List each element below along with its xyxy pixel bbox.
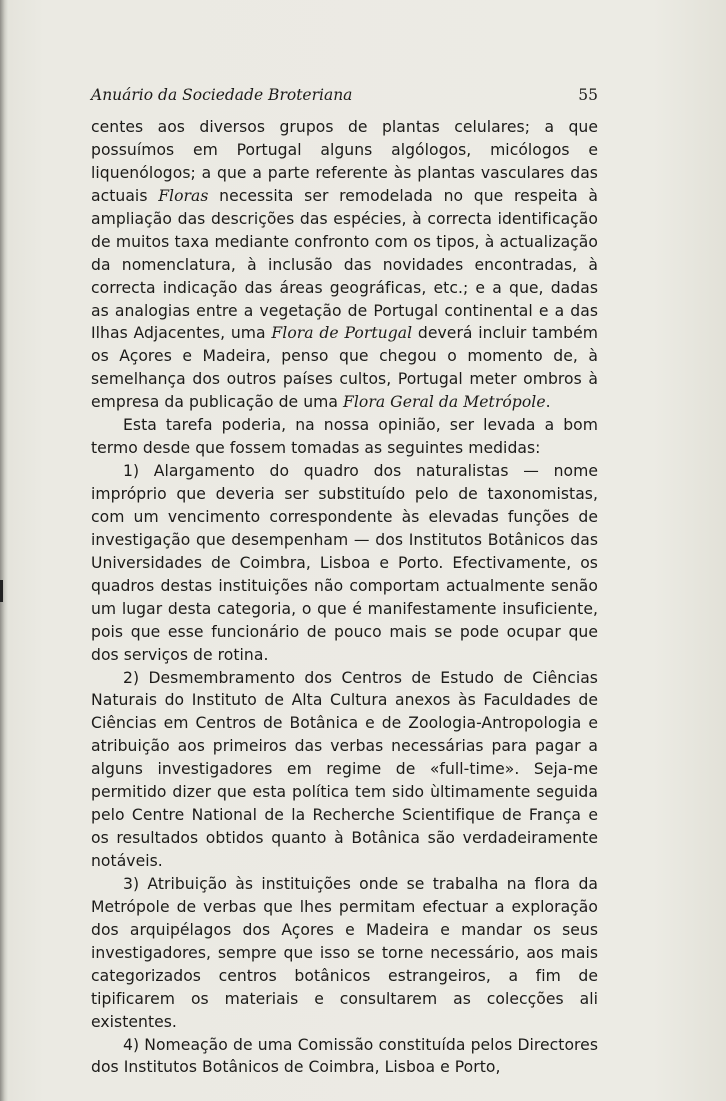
text-run: centes aos diversos grupos de plantas celulares; a que possuímos em Portugal alguns algólogos, micólogos e liquenólogos; a que a parte referente às plantas vasculares das actuais — [91, 118, 598, 205]
text-run: deverá incluir também os Açores e Madeira, penso que chegou o momento de, à semelhança dos outros países cultos, Portugal meter ombros à empresa da publicação de uma — [91, 324, 598, 412]
paragraph-measure-3: 3) Atribuição às instituições onde se trabalha na flora da Metrópole de verbas que lhes permitam efectuar a exploração dos arquipélagos dos Açores e Madeira e mandar os seus investigadores, sempre que isso se torne necessário, aos mais categorizados centros botânicos estrangeiros, a fim de tipificarem os materiais e consultarem as colecções ali existentes. — [91, 874, 598, 1031]
body-text — [91, 116, 598, 1079]
italic-term-flora-de-portugal: Flora de Portugal — [271, 324, 413, 343]
italic-term-flora-geral: Flora Geral da Metrópole — [342, 393, 546, 412]
paragraph-measure-4: 4) Nomeação de uma Comissão constituída pelos Directores dos Institutos Botânicos de Coimbra, Lisboa e Porto, — [91, 1035, 598, 1077]
journal-title: Anuário da Sociedade Broteriana — [91, 86, 353, 104]
paragraph-intro-measures: Esta tarefa poderia, na nossa opinião, ser levada a bom termo desde que fossem tomadas as seguintes medidas: — [91, 416, 598, 458]
binding-shadow — [0, 0, 8, 1101]
text-run: . — [545, 393, 551, 412]
page-number: 55 — [578, 86, 598, 104]
running-header — [91, 86, 598, 110]
page-edge-mark — [0, 580, 3, 602]
paragraph-continuation — [91, 116, 598, 414]
italic-term-floras: Floras — [158, 186, 209, 205]
text-run: necessita ser remodelada no que respeita à ampliação das descrições das espécies, à correcta identificação de muitos taxa mediante confronto com os tipos, à actualização da nomenclatura, à inclusão das novidades encontradas, à correcta indicação das áreas geográficas, etc.; e a que, dadas as analogias entre a vegetação de Portugal continental e a das Ilhas Adjacentes, uma — [91, 186, 598, 343]
paragraph-measure-2: 2) Desmembramento dos Centros de Estudo de Ciências Naturais do Instituto de Alta Cultura anexos às Faculdades de Ciências em Centros de Botânica e de Zoologia-Antropologia e atribuição aos primeiros das verbas necessárias para pagar a alguns investigadores em regime de «full-time». Seja-me permitido dizer que esta política tem sido ùltimamente seguida pelo Centre National de la Recherche Scientifique de França e os resultados obtidos quanto à Botânica são verdadeiramente notáveis. — [91, 668, 598, 870]
paragraph-measure-1: 1) Alargamento do quadro dos naturalistas — nome impróprio que deveria ser substituído pelo de taxonomistas, com um vencimento correspondente às elevadas funções de investigação que desempenham — dos Institutos Botânicos das Universidades de Coimbra, Lisboa e Porto. Efectivamente, os quadros destas instituições não comportam actualmente senão um lugar desta categoria, o que é manifestamente insuficiente, pois que esse funcionário de pouco mais se pode ocupar que dos serviços de rotina. — [91, 462, 598, 664]
